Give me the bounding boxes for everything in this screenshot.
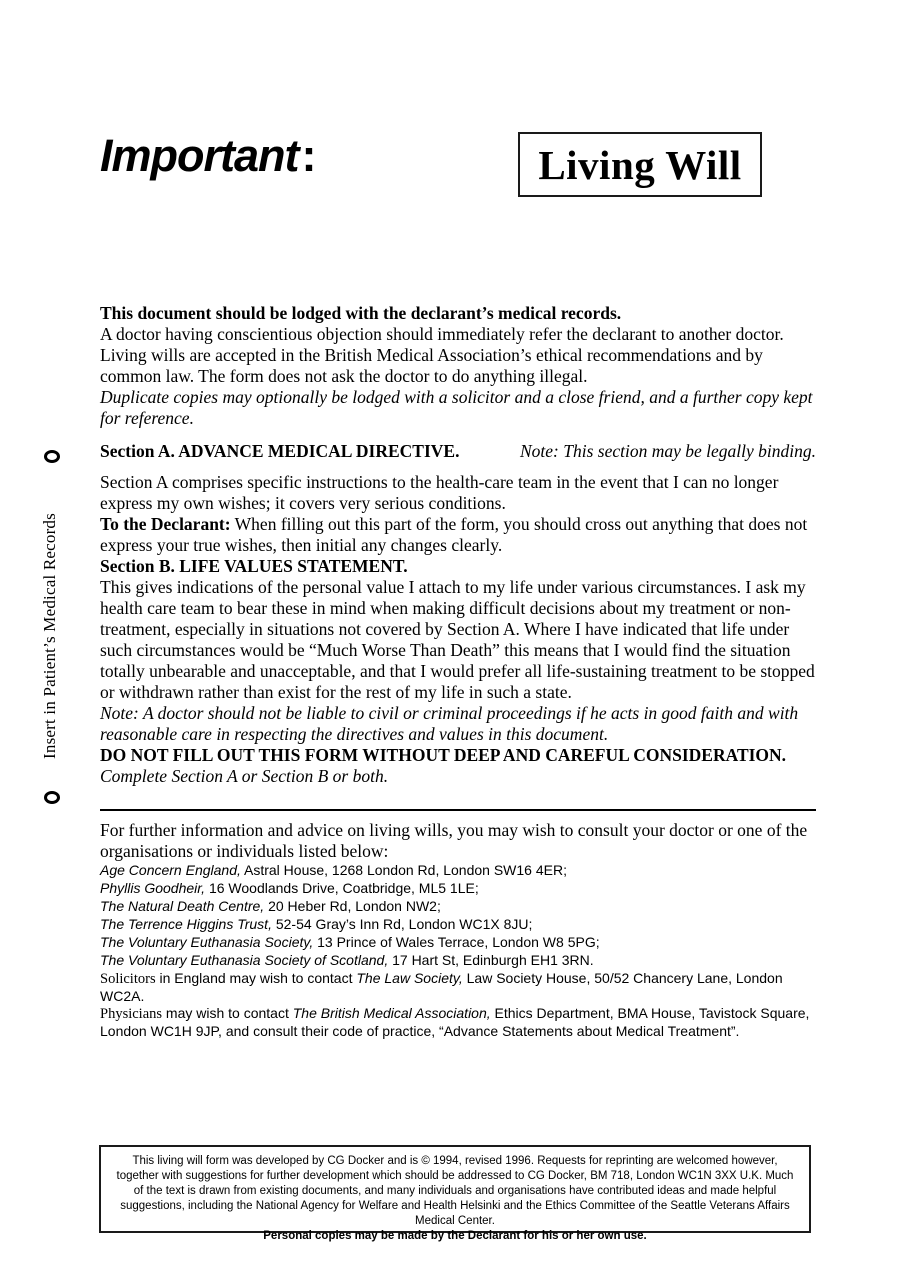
org-name: The Voluntary Euthanasia Society of Scotland,: [100, 952, 389, 968]
org-address: 20 Heber Rd, London NW2;: [264, 898, 441, 914]
section-b-heading: Section B. LIFE VALUES STATEMENT.: [100, 556, 408, 576]
section-b-body: This gives indications of the personal value I attach to my life under various circumstances. I ask my health care team to bear these in mind when making difficult decisions about my treatment or non-treatment, especially in situations not covered by Section A. Where I have indicated that life under such circumstances would be “Much Worse Than Death” this means that I would find the situation totally unbearable and unacceptable, and that I would prefer all life-sustaining treatment to be stopped or withdrawn rather than exist for the rest of my life in such a state.: [100, 577, 815, 702]
credits-box: [99, 1145, 811, 1242]
doctor-objection-paragraph: A doctor having conscientious objection should immediately refer the declarant to another doctor. Living wills are accepted in the British Medical Association’s ethical recommendations and by common law. The form does not ask the doctor to do anything illegal.: [100, 324, 784, 386]
list-item: [100, 898, 816, 916]
org-address: Astral House, 1268 London Rd, London SW16 4ER;: [240, 862, 567, 878]
org-address: 52-54 Gray’s Inn Rd, London WC1X 8JU;: [271, 916, 533, 932]
lodge-statement: This document should be lodged with the declarant’s medical records.: [100, 303, 622, 323]
living-will-title: Living Will: [538, 141, 742, 188]
liability-note: Note: A doctor should not be liable to civil or criminal proceedings if he acts in good faith and with reasonable care in respecting the directives and values in this document.: [100, 703, 799, 744]
warning-subtext: Complete Section A or Section B or both.: [100, 766, 389, 786]
org-address: Law Society House, 50/52 Chancery Lane, London WC2A.: [100, 970, 783, 1004]
org-lead: Solicitors: [100, 971, 156, 987]
section-a-binding-note: Note: This section may be legally binding.: [520, 441, 816, 461]
warning-heading: DO NOT FILL OUT THIS FORM WITHOUT DEEP AND CAREFUL CONSIDERATION.: [100, 745, 787, 765]
list-item: [100, 970, 816, 1005]
list-item: [100, 952, 816, 970]
org-name: The British Medical Association,: [292, 1005, 491, 1021]
document-header: [100, 130, 816, 210]
org-name: Phyllis Goodheir,: [100, 880, 206, 896]
duplicate-copies-note: Duplicate copies may optionally be lodged with a solicitor and a close friend, and a further copy kept for reference.: [100, 387, 813, 428]
personal-copies-line: Personal copies may be made by the Declarant for his or her own use.: [263, 1230, 647, 1242]
org-name: The Natural Death Centre,: [100, 898, 265, 914]
important-heading: [100, 130, 316, 181]
org-address: 17 Hart St, Edinburgh EH1 3RN.: [388, 952, 594, 968]
list-item: [100, 934, 816, 952]
divider-rule: [100, 809, 816, 811]
punch-hole-top-icon: [44, 450, 60, 463]
org-name: Age Concern England,: [100, 862, 241, 878]
living-will-title-box: [518, 132, 762, 197]
list-item: [100, 916, 816, 934]
org-pre: in England may wish to contact: [155, 970, 357, 986]
punch-hole-bottom-icon: [44, 791, 60, 804]
org-name: The Voluntary Euthanasia Society,: [100, 934, 314, 950]
section-a-heading-row: [100, 441, 816, 462]
further-info-intro: For further information and advice on living wills, you may wish to consult your doctor or one of the organisations or individuals listed below:: [100, 820, 808, 861]
insert-in-records-vertical-label: Insert in Patient’s Medical Records: [40, 513, 59, 759]
organisation-list: [100, 862, 816, 1040]
org-name: The Terrence Higgins Trust,: [100, 916, 272, 932]
section-a-body: Section A comprises specific instructions to the health-care team in the event that I can no longer express my own wishes; it covers very serious conditions.: [100, 472, 779, 513]
list-item: [100, 1005, 816, 1040]
org-address: Ethics Department, BMA House, Tavistock Square, London WC1H 9JP, and consult their code of practice, “Advance Statements about Medical Treatment”.: [100, 1005, 810, 1039]
section-a-heading: Section A. ADVANCE MEDICAL DIRECTIVE.: [100, 441, 460, 461]
important-colon: :: [301, 130, 316, 181]
org-address: 13 Prince of Wales Terrace, London W8 5PG;: [313, 934, 600, 950]
list-item: [100, 880, 816, 898]
list-item: [100, 862, 816, 880]
to-declarant-label: To the Declarant:: [100, 514, 231, 534]
org-pre: may wish to contact: [162, 1005, 293, 1021]
declarant-instructions: [100, 514, 816, 556]
document-body: [100, 303, 816, 1040]
to-declarant-text: When filling out this part of the form, you should cross out anything that does not express your true wishes, then initial any changes clearly.: [100, 514, 808, 555]
credits-text: This living will form was developed by CG Docker and is © 1994, revised 1996. Requests for reprinting are welcomed however, together with suggestions for further development which should be addressed to CG Docker, BM 718, London WC1N 3XX U.K. Much of the text is drawn from existing documents, and many individuals and organisations have contributed ideas and made helpful suggestions, including the National Agency for Welfare and Health Helsinki and the Ethics Committee of the Seattle Veterans Affairs Medical Center.: [116, 1155, 794, 1227]
org-lead: Physicians: [100, 1006, 163, 1022]
org-name: The Law Society,: [356, 970, 463, 986]
org-address: 16 Woodlands Drive, Coatbridge, ML5 1LE;: [205, 880, 479, 896]
important-word: Important: [100, 130, 299, 181]
